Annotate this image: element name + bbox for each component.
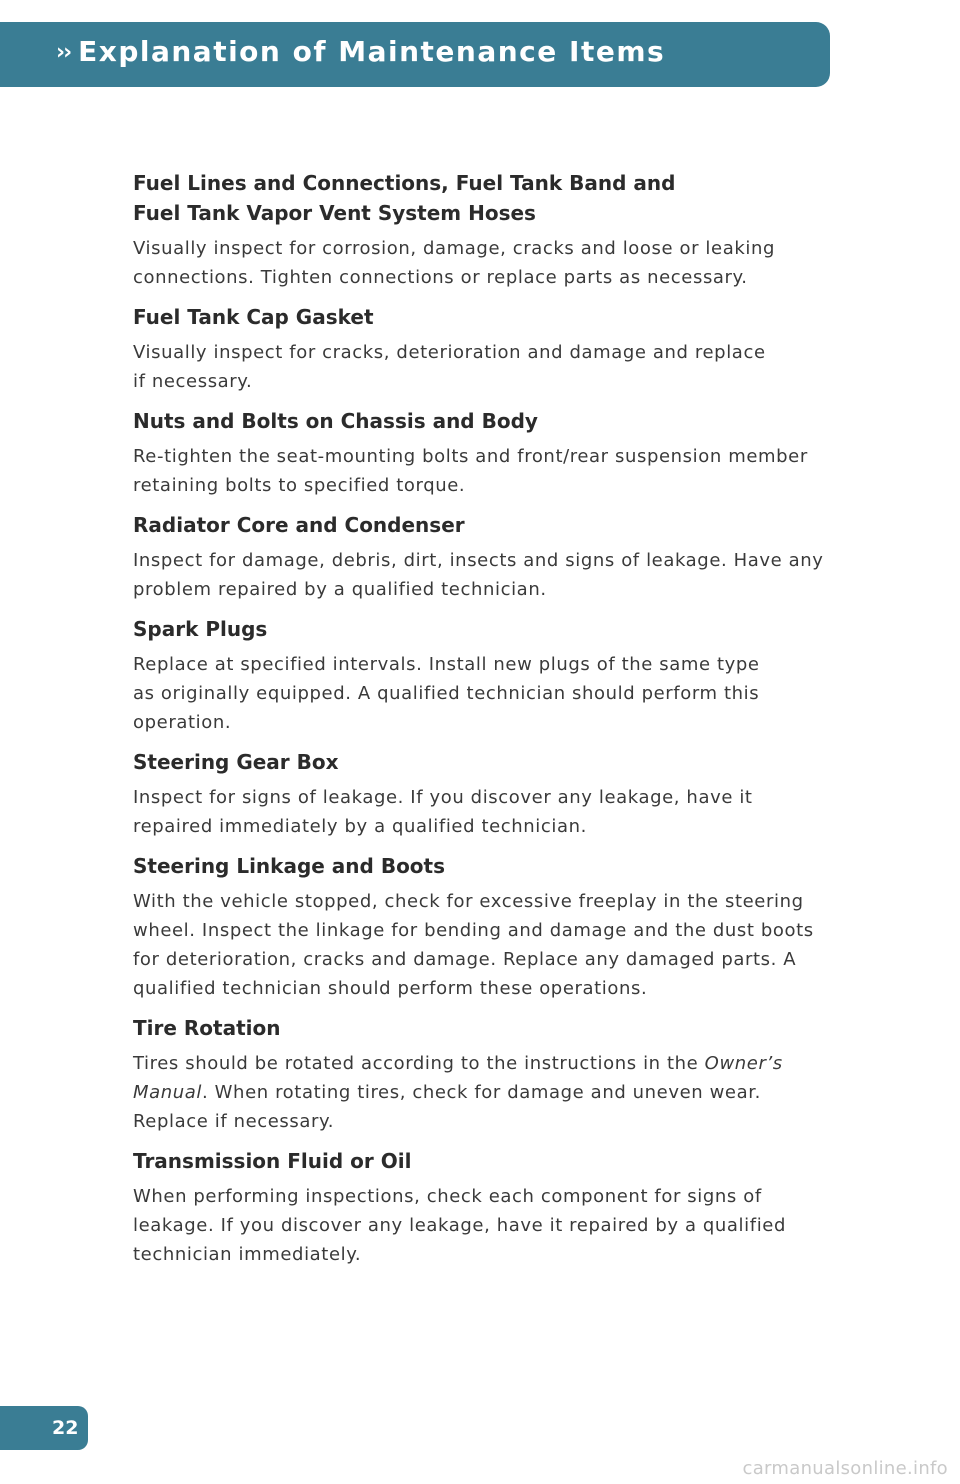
item-text: Inspect for signs of leakage. If you discover any leakage, have it repaired immediately by a qualified technician.: [133, 787, 753, 837]
item-heading: Fuel Tank Cap Gasket: [133, 305, 374, 329]
item-heading: Fuel Lines and Connections, Fuel Tank Band and Fuel Tank Vapor Vent System Hoses: [133, 171, 676, 225]
page-number: 22: [52, 1417, 79, 1439]
item-steering-gear-box: [133, 747, 843, 841]
item-radiator-core: [133, 510, 843, 604]
item-heading: Steering Linkage and Boots: [133, 854, 446, 878]
owners-manual-reference: Owner’s Manual: [133, 1053, 783, 1103]
item-text-part: Tires should be rotated according to the instructions in the: [133, 1053, 705, 1074]
item-text: With the vehicle stopped, check for excessive freeplay in the steering wheel. Inspect the linkage for bending and damage and the dust boots for deterioration, cracks and damage. Replace any damaged parts. A qualified technician should perform these operations.: [133, 891, 814, 999]
item-heading: Transmission Fluid or Oil: [133, 1149, 412, 1173]
chevron-icon: ››: [56, 40, 71, 65]
item-text: When performing inspections, check each component for signs of leakage. If you discover any leakage, have it repaired by a qualified technician immediately.: [133, 1186, 786, 1265]
item-spark-plugs: [133, 614, 843, 737]
item-fuel-tank-cap-gasket: [133, 302, 843, 396]
item-text: Re-tighten the seat-mounting bolts and front/rear suspension member retaining bolts to specified torque.: [133, 446, 808, 496]
item-text: Visually inspect for corrosion, damage, cracks and loose or leaking connections. Tighten connections or replace parts as necessary.: [133, 238, 775, 288]
item-heading: Tire Rotation: [133, 1016, 281, 1040]
item-heading: Steering Gear Box: [133, 750, 339, 774]
item-tire-rotation: [133, 1013, 843, 1136]
item-text: Visually inspect for cracks, deterioration and damage and replace if necessary.: [133, 342, 766, 392]
item-heading: Nuts and Bolts on Chassis and Body: [133, 409, 538, 433]
item-text: Replace at specified intervals. Install new plugs of the same type as originally equipped. A qualified technician should perform this operation.: [133, 654, 760, 733]
item-fuel-lines: [133, 168, 843, 292]
page-title-text: Explanation of Maintenance Items: [78, 35, 666, 68]
item-transmission-fluid: [133, 1146, 843, 1269]
item-steering-linkage: [133, 851, 843, 1003]
item-heading: Spark Plugs: [133, 617, 268, 641]
page-title: [56, 30, 665, 77]
item-text-part: . When rotating tires, check for damage and uneven wear. Replace if necessary.: [133, 1082, 761, 1132]
item-nuts-and-bolts: [133, 406, 843, 500]
item-heading: Radiator Core and Condenser: [133, 513, 465, 537]
maintenance-items: [133, 168, 843, 1279]
watermark: carmanualsonline.info: [742, 1458, 948, 1479]
item-text: Inspect for damage, debris, dirt, insects and signs of leakage. Have any problem repaired by a qualified technician.: [133, 550, 824, 600]
item-text: [133, 1049, 843, 1136]
